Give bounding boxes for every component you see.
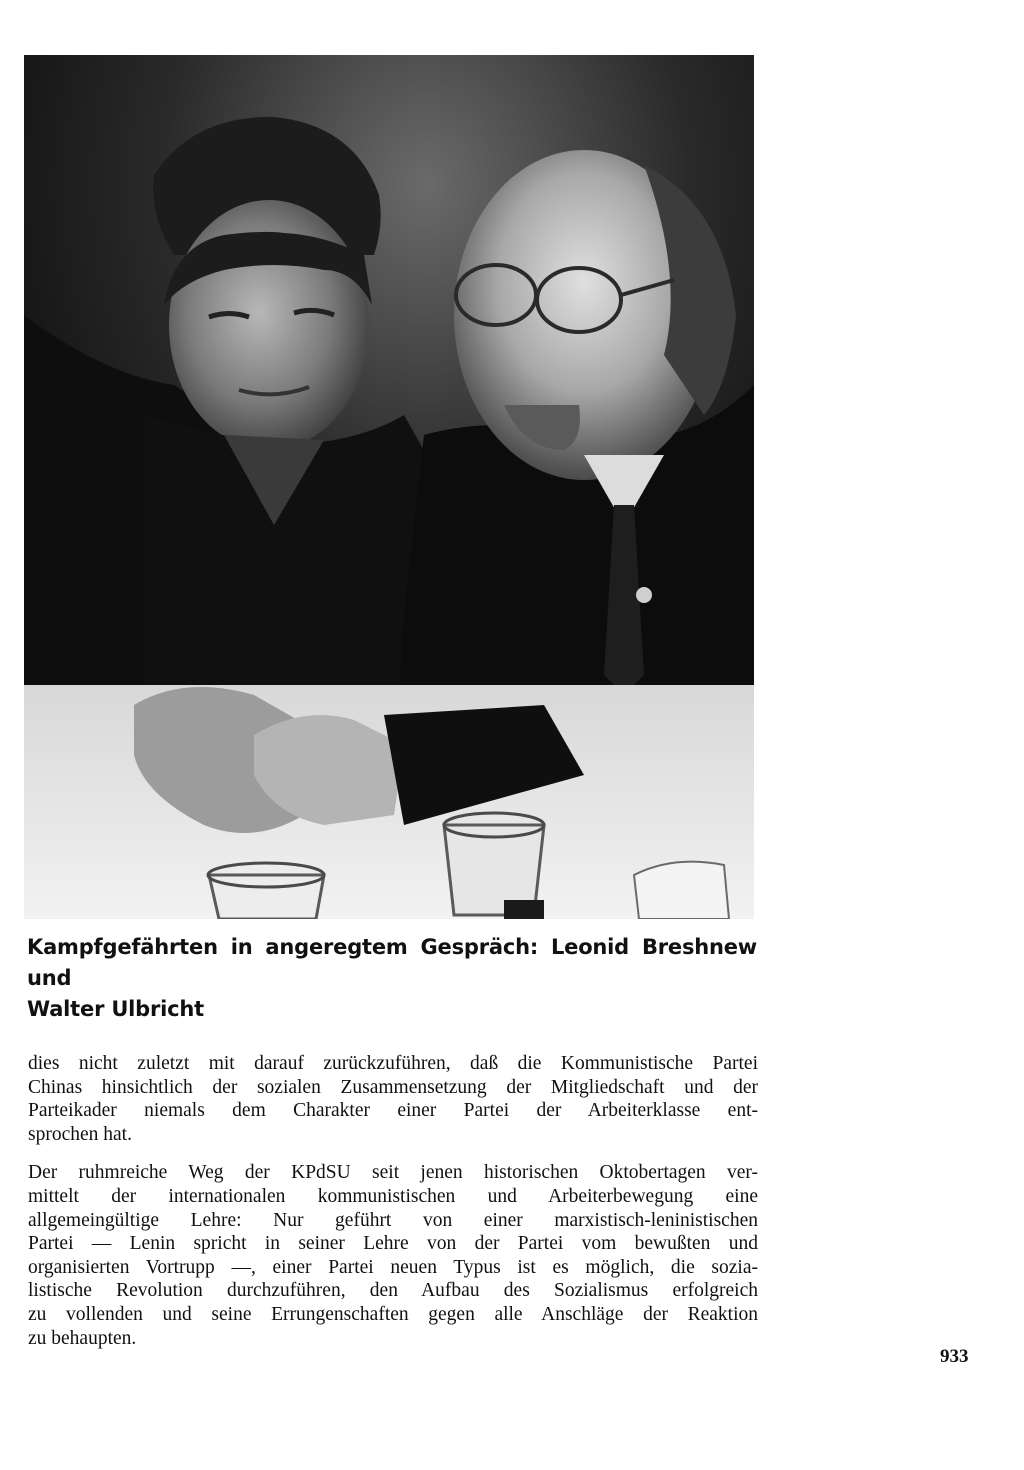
paragraph-line: zu vollenden und seine Errungenschaften gegen alle Anschläge der Reaktion	[28, 1303, 758, 1325]
body-text	[28, 1052, 758, 1350]
caption-line-1: Kampfgefährten in angeregtem Gespräch: Leonid Breshnew und	[27, 935, 757, 990]
photo-illustration	[24, 55, 754, 919]
paragraph-line: allgemeingültige Lehre: Nur geführt von einer marxistisch-leninistischen	[28, 1209, 758, 1231]
paragraph-line: listische Revolution durchzuführen, den Aufbau des Sozialismus erfolgreich	[28, 1280, 758, 1302]
paragraph-line: mittelt der internationalen kommunistischen und Arbeiterbewegung eine	[28, 1185, 758, 1207]
page-number: 933	[940, 1346, 969, 1367]
paragraph-line: Chinas hinsichtlich der sozialen Zusammensetzung der Mitgliedschaft und der	[28, 1076, 758, 1098]
caption-line-2: Walter Ulbricht	[27, 997, 205, 1021]
photo-caption	[27, 932, 757, 1025]
paragraph-line: Parteikader niemals dem Charakter einer Partei der Arbeiterklasse ent-	[28, 1100, 758, 1122]
paragraph-2	[28, 1161, 758, 1350]
paragraph-line: sprochen hat.	[28, 1123, 132, 1145]
paragraph-line: dies nicht zuletzt mit darauf zurückzuführen, daß die Kommunistische Partei	[28, 1053, 758, 1074]
paragraph-1	[28, 1052, 758, 1146]
paragraph-line: Der ruhmreiche Weg der KPdSU seit jenen historischen Oktobertagen ver-	[28, 1162, 758, 1184]
paragraph-line: organisierten Vortrupp —, einer Partei neuen Typus ist es möglich, die sozia-	[28, 1256, 758, 1278]
photo-breshnew-ulbricht	[24, 55, 754, 919]
paragraph-line: zu behaupten.	[28, 1327, 137, 1349]
paragraph-line: Partei — Lenin spricht in seiner Lehre von der Partei vom bewußten und	[28, 1233, 758, 1255]
